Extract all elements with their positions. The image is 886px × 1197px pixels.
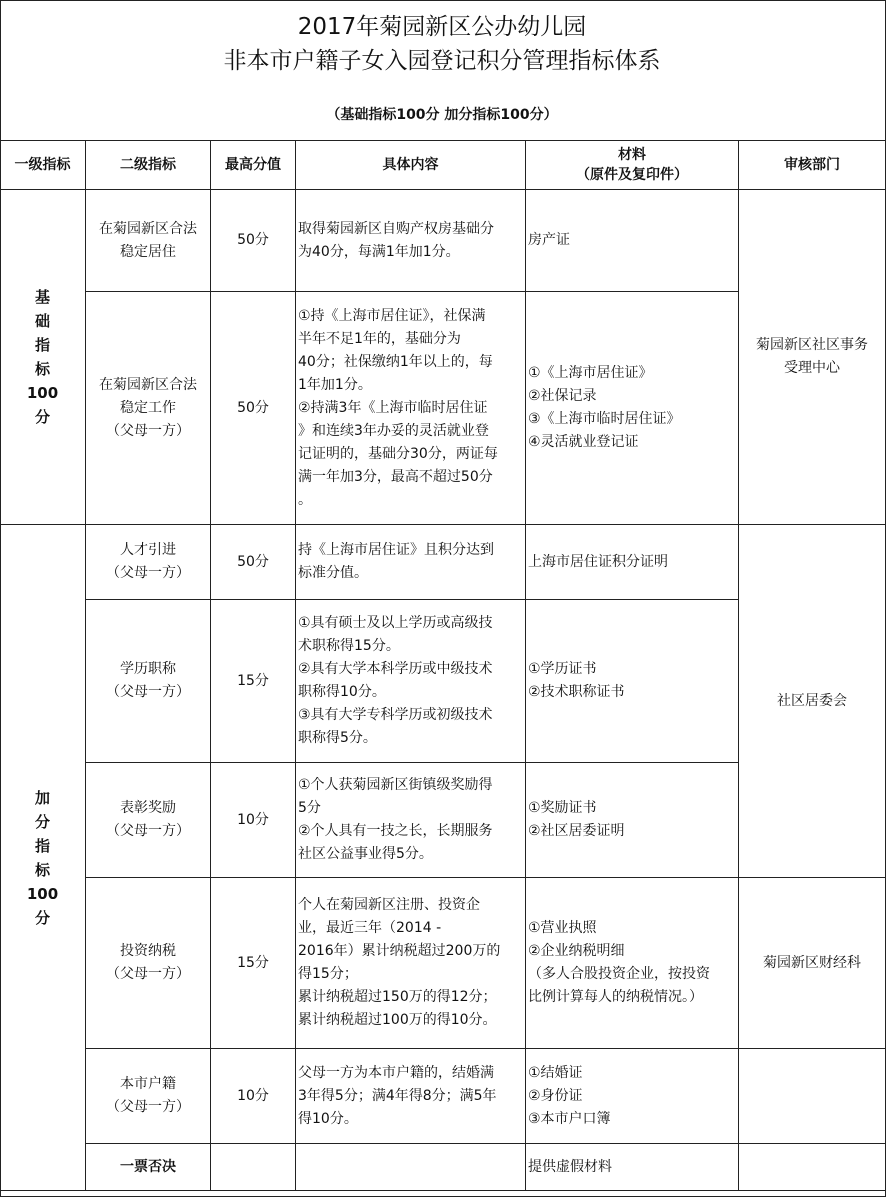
content-cell: 父母一方为本市户籍的，结婚满 3年得5分；满4年得8分；满5年 得10分。	[296, 1049, 526, 1144]
header-max-score: 最高分值	[211, 141, 296, 190]
level2-cell: 在菊园新区合法 稳定居住	[86, 190, 211, 292]
level2-cell: 学历职称 （父母一方）	[86, 600, 211, 763]
score-cell	[296, 1144, 526, 1191]
score-cell: 50分	[211, 190, 296, 292]
materials-cell: ①学历证书 ②技术职称证书	[526, 600, 739, 763]
score-cell: 50分	[211, 292, 296, 525]
content-cell: ①持《上海市居住证》，社保满 半年不足1年的，基础分为 40分；社保缴纳1年以上的，每 1年加1分。 ②持满3年《上海市临时居住证 》和连续3年办妥的灵活就业登 记证明的，基础分30分，两证每 满一年加3分，最高不超过50分 。	[296, 292, 526, 525]
table-row	[0, 1144, 886, 1191]
header-dept: 审核部门	[739, 141, 886, 190]
scoring-table	[0, 140, 886, 1191]
dept-cell: 社区居委会	[739, 525, 886, 878]
document-header	[0, 0, 884, 141]
dept-cell	[739, 1049, 886, 1144]
table-row	[0, 1049, 886, 1144]
title-line-1: 2017年菊园新区公办幼儿园	[297, 14, 587, 40]
table-row	[0, 878, 886, 1049]
table-header-row	[0, 141, 886, 190]
materials-cell: 房产证	[526, 190, 739, 292]
materials-cell: 上海市居住证积分证明	[526, 525, 739, 600]
content-cell: ①个人获菊园新区街镇级奖励得 5分 ②个人具有一技之长，长期服务 社区公益事业得5分。	[296, 763, 526, 878]
score-cell: 50分	[211, 525, 296, 600]
header-level2: 二级指标	[86, 141, 211, 190]
score-cell: 15分	[211, 600, 296, 763]
content-cell: 取得菊园新区自购产权房基础分 为40分，每满1年加1分。	[296, 190, 526, 292]
materials-cell: ①营业执照 ②企业纳税明细 （多人合股投资企业，按投资 比例计算每人的纳税情况。）	[526, 878, 739, 1049]
level2-cell	[211, 1144, 296, 1191]
content-cell: 个人在菊园新区注册、投资企 业，最近三年（2014 - 2016年）累计纳税超过200万的 得15分； 累计纳税超过150万的得12分； 累计纳税超过100万的得10分。	[296, 878, 526, 1049]
level2-cell: 投资纳税 （父母一方）	[86, 878, 211, 1049]
dept-cell: 菊园新区社区事务 受理中心	[739, 190, 886, 525]
table-row	[0, 525, 886, 600]
materials-cell: ①《上海市居住证》 ②社保记录 ③《上海市临时居住证》 ④灵活就业登记证	[526, 292, 739, 525]
content-cell: 持《上海市居住证》且积分达到 标准分值。	[296, 525, 526, 600]
level2-cell: 本市户籍 （父母一方）	[86, 1049, 211, 1144]
level2-cell: 表彰奖励 （父母一方）	[86, 763, 211, 878]
content-cell: ①具有硕士及以上学历或高级技 术职称得15分。 ②具有大学本科学历或中级技术 职称得10分。 ③具有大学专科学历或初级技术 职称得5分。	[296, 600, 526, 763]
header-materials: 材料 （原件及复印件）	[526, 141, 739, 190]
content-cell: 提供虚假材料	[526, 1144, 739, 1191]
header-content: 具体内容	[296, 141, 526, 190]
group-bonus: 加 分 指 标 100 分	[0, 525, 86, 1191]
dept-cell: 菊园新区财经科	[739, 878, 886, 1049]
group-veto: 一票否决	[86, 1144, 211, 1191]
materials-cell: ①奖励证书 ②社区居委证明	[526, 763, 739, 878]
header-level1: 一级指标	[0, 141, 86, 190]
materials-cell: ①结婚证 ②身份证 ③本市户口簿	[526, 1049, 739, 1144]
materials-cell	[739, 1144, 886, 1191]
level2-cell: 在菊园新区合法 稳定工作 （父母一方）	[86, 292, 211, 525]
group-basic: 基 础 指 标 100 分	[0, 190, 86, 525]
score-cell: 15分	[211, 878, 296, 1049]
level2-cell: 人才引进 （父母一方）	[86, 525, 211, 600]
score-cell: 10分	[211, 1049, 296, 1144]
table-row	[0, 190, 886, 292]
subtitle: （基础指标100分 加分指标100分）	[326, 107, 558, 123]
score-cell: 10分	[211, 763, 296, 878]
title-line-2: 非本市户籍子女入园登记积分管理指标体系	[223, 48, 661, 74]
